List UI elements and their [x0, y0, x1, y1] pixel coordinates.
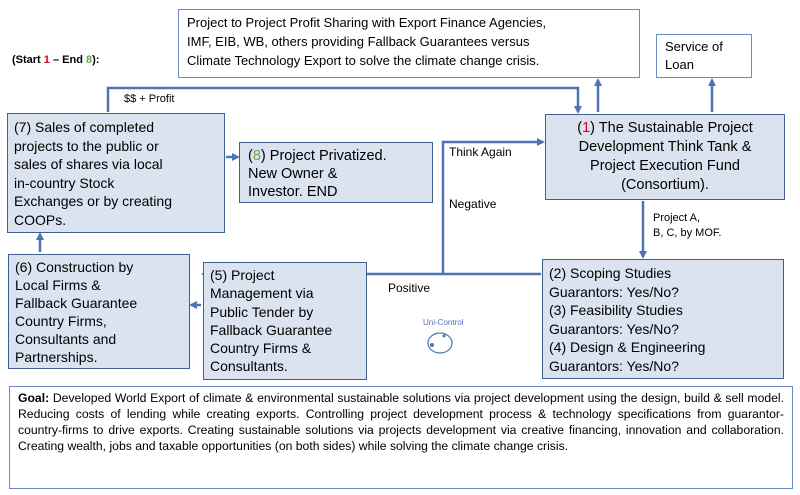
uni-control-icon [428, 333, 452, 353]
step1-think-tank-box: (1) The Sustainable Project Development Think Tank & Project Execution Fund (Consortium). [545, 114, 785, 200]
positive-label: Positive [388, 281, 431, 295]
project-abc-label: Project A, B, C, by MOF. [653, 212, 722, 239]
profit-label: $$ + Profit [124, 93, 175, 105]
start-end-legend: (Start 1 – End 8): [12, 54, 100, 66]
profit-arrow [108, 88, 578, 112]
step7-sales-box: (7) Sales of completed projects to the public or sales of shares via local in-country Stock Exchanges or by creating COOPs. [7, 113, 225, 233]
think-again-label: Think Again [449, 145, 512, 159]
uni-control-label: Uni-Control [423, 318, 464, 327]
step5-management-box: (5) Project Management via Public Tender by Fallback Guarantee Country Firms & Consultants. [203, 262, 367, 380]
service-of-loan-box: Service of Loan [656, 34, 752, 78]
step6-construction-box: (6) Construction by Local Firms & Fallback Guarantee Country Firms, Consultants and Partnerships. [8, 254, 190, 369]
step8-privatized-box: (8) Project Privatized. New Owner & Investor. END [239, 142, 433, 203]
goal-box: Goal: Developed World Export of climate & environmental sustainable solutions via project development using the design, build & sell model. Reducing costs of lending while creating exports. Controlling project development process & technology specifications from guarantor-country-firms to drive exports. Creating sustainable solutions via projects development via creative financing, innovation and collaboration. Creating wealth, jobs and taxable opportunities (on both sides) while solving the climate change crisis. [9, 386, 793, 489]
profit-sharing-box: Project to Project Profit Sharing with Export Finance Agencies, IMF, EIB, WB, others providing Fallback Guarantees versus Climate Technology Export to solve the climate change crisis. [178, 9, 640, 78]
negative-label: Negative [449, 197, 497, 211]
step2-4-studies-box: (2) Scoping Studies Guarantors: Yes/No? (3) Feasibility Studies Guarantors: Yes/No? (4) Design & Engineering Guarantors: Yes/No? [542, 259, 784, 379]
